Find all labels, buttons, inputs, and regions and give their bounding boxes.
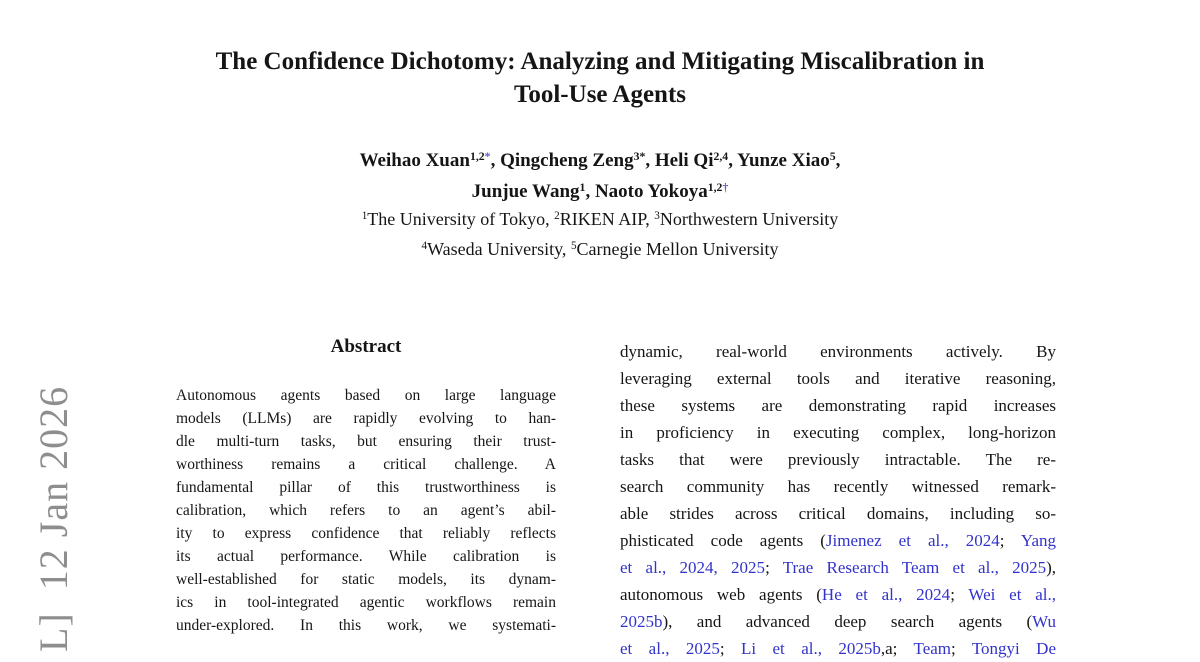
citation-link[interactable]: Wei et al.,	[968, 585, 1056, 604]
text-segment: autonomous web agents (	[620, 585, 822, 604]
text-segment: ),	[1046, 558, 1057, 577]
text-segment: its actual performance. While calibration is	[176, 548, 556, 565]
text-segment: The University of Tokyo,	[367, 209, 555, 229]
text-line	[620, 419, 1056, 446]
text-line	[620, 392, 1056, 419]
text-line	[176, 499, 556, 522]
text-line	[620, 338, 1056, 365]
affiliation-superscript: 1,2	[469, 149, 485, 163]
text-segment: well-established for static models, its dynam-	[176, 571, 556, 588]
text-segment: fundamental pillar of this trustworthiness is	[176, 479, 556, 496]
abstract-heading: Abstract	[330, 336, 402, 357]
text-segment: tasks that were previously intractable. The re-	[620, 450, 1056, 469]
text-line	[620, 473, 1056, 500]
text-line	[0, 78, 1200, 111]
text-segment: dle multi-turn tasks, but ensuring their trust-	[176, 433, 556, 450]
introduction-column	[620, 338, 1056, 662]
text-segment: , Naoto Yokoya	[585, 181, 708, 202]
text-segment: leveraging external tools and iterative reasoning,	[620, 369, 1056, 388]
text-segment: Northwestern University	[659, 209, 839, 229]
text-line	[620, 581, 1056, 608]
text-segment: calibration, which refers to an agent’s abil-	[176, 502, 556, 519]
abstract-body	[176, 384, 556, 637]
text-line	[176, 591, 556, 614]
text-segment: ), and advanced deep search agents (	[662, 612, 1033, 631]
affiliation-superscript: 5	[829, 149, 836, 163]
affiliation-superscript: 2,4	[713, 149, 729, 163]
text-line	[620, 608, 1056, 635]
citation-link[interactable]: 2025b	[620, 612, 663, 631]
affiliation-superscript: 3	[633, 149, 640, 163]
affiliation-superscript: *	[639, 149, 646, 163]
affiliation-superscript: 4	[421, 239, 428, 252]
text-line	[620, 446, 1056, 473]
text-line	[620, 527, 1056, 554]
text-line	[176, 568, 556, 591]
text-line	[176, 407, 556, 430]
affiliation-superscript: 2	[554, 209, 560, 222]
citation-link[interactable]: Team	[913, 639, 952, 658]
text-line	[0, 236, 1200, 266]
text-segment: Autonomous agents based on large language	[176, 387, 556, 404]
text-line	[0, 146, 1200, 177]
paper-title	[0, 45, 1200, 111]
text-segment: Weihao Xuan	[359, 150, 470, 171]
text-line	[0, 177, 1200, 208]
text-segment: able strides across critical domains, including so-	[620, 504, 1056, 523]
citation-link[interactable]: et al., 2025	[620, 639, 720, 658]
affiliation-superscript: 1	[361, 209, 368, 222]
text-segment: , Yunze Xiao	[728, 150, 830, 171]
text-segment: , Qingcheng Zeng	[490, 150, 634, 171]
text-segment: models (LLMs) are rapidly evolving to han-	[176, 410, 556, 427]
text-segment: search community has recently witnessed remark-	[620, 477, 1056, 496]
footnote-mark-link[interactable]: †	[722, 180, 729, 194]
text-segment: ;	[950, 585, 969, 604]
text-segment: ;	[765, 558, 783, 577]
text-line	[176, 614, 556, 637]
text-segment: ity to express confidence that reliably reflects	[176, 525, 556, 542]
citation-link[interactable]: Trae Research Team et al., 2025	[782, 558, 1047, 577]
text-segment: RIKEN AIP,	[559, 209, 655, 229]
text-line	[176, 476, 556, 499]
citation-link[interactable]: Tongyi De	[971, 639, 1056, 658]
text-segment: Carnegie Mellon University	[576, 239, 779, 259]
affiliation-superscript: 3	[654, 209, 660, 222]
citation-link[interactable]: Li et al., 2025b	[741, 639, 881, 658]
text-line	[176, 522, 556, 545]
text-segment: , Heli Qi	[645, 150, 714, 171]
text-line	[0, 45, 1200, 78]
text-segment: Junjue Wang	[471, 181, 580, 202]
citation-link[interactable]: Wu	[1032, 612, 1056, 631]
text-segment: ;	[719, 639, 741, 658]
citation-link[interactable]: He et al., 2024	[821, 585, 951, 604]
affiliation-superscript: 1	[579, 180, 586, 194]
citation-link[interactable]: Jimenez et al., 2024	[825, 531, 1000, 550]
text-segment: in proficiency in executing complex, long-horizon	[620, 423, 1056, 442]
arxiv-watermark: L] 12 Jan 2026	[31, 385, 76, 652]
text-line	[176, 430, 556, 453]
text-line	[176, 453, 556, 476]
citation-link[interactable]: et al., 2024, 2025	[620, 558, 766, 577]
text-line	[620, 554, 1056, 581]
affiliation-superscript: 5	[570, 239, 577, 252]
text-line	[176, 545, 556, 568]
text-line	[620, 635, 1056, 662]
text-line	[0, 206, 1200, 236]
text-segment: these systems are demonstrating rapid increases	[620, 396, 1056, 415]
affiliation-list	[0, 206, 1200, 266]
text-line	[176, 384, 556, 407]
text-segment: Tool-Use Agents	[513, 81, 686, 108]
text-segment: ;	[999, 531, 1021, 550]
text-segment: dynamic, real-world environments actively. By	[620, 342, 1056, 361]
footnote-mark-link[interactable]: *	[484, 149, 491, 163]
text-line	[620, 500, 1056, 527]
text-segment: ;	[951, 639, 972, 658]
text-segment: ics in tool-integrated agentic workflows remain	[176, 594, 556, 611]
text-segment: The Confidence Dichotomy: Analyzing and Mitigating Miscalibration in	[215, 48, 985, 75]
author-list	[0, 146, 1200, 208]
affiliation-superscript: 1,2	[707, 180, 723, 194]
text-segment: phisticated code agents (	[620, 531, 826, 550]
text-segment: ,a;	[880, 639, 914, 658]
citation-link[interactable]: Yang	[1020, 531, 1056, 550]
text-segment: under-explored. In this work, we systemati-	[176, 617, 556, 634]
text-segment: ,	[835, 150, 841, 171]
text-line	[620, 365, 1056, 392]
text-segment: Waseda University,	[427, 239, 571, 259]
text-segment: worthiness remains a critical challenge. A	[176, 456, 556, 473]
